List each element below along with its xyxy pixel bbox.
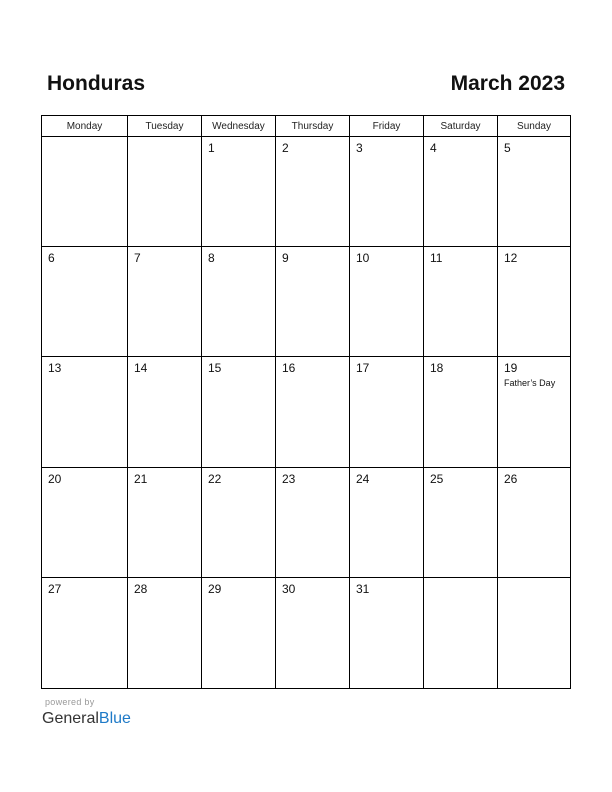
day-cell bbox=[128, 468, 202, 578]
day-number: 21 bbox=[134, 471, 148, 486]
powered-by-label: powered by bbox=[45, 697, 95, 707]
day-number: 7 bbox=[134, 251, 141, 266]
day-number: 17 bbox=[356, 361, 370, 376]
day-cell bbox=[424, 137, 498, 247]
day-cell bbox=[276, 468, 350, 578]
day-cell bbox=[350, 357, 424, 467]
day-cell bbox=[202, 468, 276, 578]
day-cell bbox=[350, 578, 424, 688]
day-number: 15 bbox=[208, 361, 222, 376]
day-number: 6 bbox=[48, 251, 55, 266]
day-number: 18 bbox=[430, 361, 444, 376]
day-number: 29 bbox=[208, 581, 222, 596]
brand-logo bbox=[42, 709, 131, 729]
day-number: 20 bbox=[48, 471, 62, 486]
country-title: Honduras bbox=[47, 72, 146, 95]
day-number: 11 bbox=[430, 251, 443, 266]
day-cell bbox=[202, 247, 276, 357]
day-number: 16 bbox=[282, 361, 296, 376]
day-number: 25 bbox=[430, 471, 444, 486]
day-number: 24 bbox=[356, 471, 370, 486]
day-number: 30 bbox=[282, 581, 296, 596]
day-cell bbox=[350, 137, 424, 247]
day-cell bbox=[350, 468, 424, 578]
day-number: 8 bbox=[208, 251, 215, 266]
day-cell bbox=[42, 468, 128, 578]
day-cell bbox=[276, 578, 350, 688]
weekday-header: Tuesday bbox=[128, 116, 202, 137]
day-cell bbox=[202, 357, 276, 467]
day-cell bbox=[424, 247, 498, 357]
day-cell bbox=[498, 578, 570, 688]
day-cell bbox=[42, 578, 128, 688]
day-number: 9 bbox=[282, 251, 289, 266]
day-number: 26 bbox=[504, 471, 518, 486]
weekday-header: Sunday bbox=[498, 116, 570, 137]
day-number: 4 bbox=[430, 141, 437, 155]
day-number: 22 bbox=[208, 471, 222, 486]
day-cell bbox=[424, 578, 498, 688]
calendar-grid bbox=[41, 115, 571, 689]
day-cell bbox=[424, 357, 498, 467]
weekday-header: Saturday bbox=[424, 116, 498, 137]
day-cell bbox=[276, 247, 350, 357]
day-cell bbox=[42, 357, 128, 467]
day-number: 14 bbox=[134, 361, 148, 376]
day-number: 12 bbox=[504, 251, 518, 266]
day-number: 3 bbox=[356, 141, 363, 155]
weekday-header: Thursday bbox=[276, 116, 350, 137]
day-cell bbox=[42, 137, 128, 247]
brand-general-text: General bbox=[42, 710, 99, 727]
day-cell bbox=[424, 468, 498, 578]
day-cell bbox=[128, 357, 202, 467]
day-number: 23 bbox=[282, 471, 296, 486]
day-cell bbox=[498, 137, 570, 247]
day-number: 5 bbox=[504, 141, 511, 155]
day-number: 13 bbox=[48, 361, 62, 376]
day-cell bbox=[42, 247, 128, 357]
day-number: 2 bbox=[282, 141, 289, 155]
day-cell bbox=[128, 247, 202, 357]
month-title: March 2023 bbox=[450, 72, 565, 95]
day-cell bbox=[276, 357, 350, 467]
day-number: 1 bbox=[208, 141, 215, 155]
weekday-header: Wednesday bbox=[202, 116, 276, 137]
day-number: 28 bbox=[134, 581, 148, 596]
day-cell bbox=[276, 137, 350, 247]
day-cell bbox=[350, 247, 424, 357]
weekday-header: Monday bbox=[42, 116, 128, 137]
weekday-header: Friday bbox=[350, 116, 424, 137]
day-cell bbox=[202, 578, 276, 688]
brand-blue-text: Blue bbox=[98, 710, 131, 727]
day-number: 27 bbox=[48, 581, 62, 596]
holiday-label: Father’s Day bbox=[504, 378, 556, 389]
day-cell bbox=[202, 137, 276, 247]
day-cell bbox=[498, 247, 570, 357]
day-cell bbox=[498, 357, 570, 467]
day-number: 31 bbox=[356, 581, 370, 596]
day-cell bbox=[498, 468, 570, 578]
day-number: 10 bbox=[356, 251, 370, 266]
day-number: 19 bbox=[504, 361, 518, 376]
day-cell bbox=[128, 137, 202, 247]
day-cell bbox=[128, 578, 202, 688]
